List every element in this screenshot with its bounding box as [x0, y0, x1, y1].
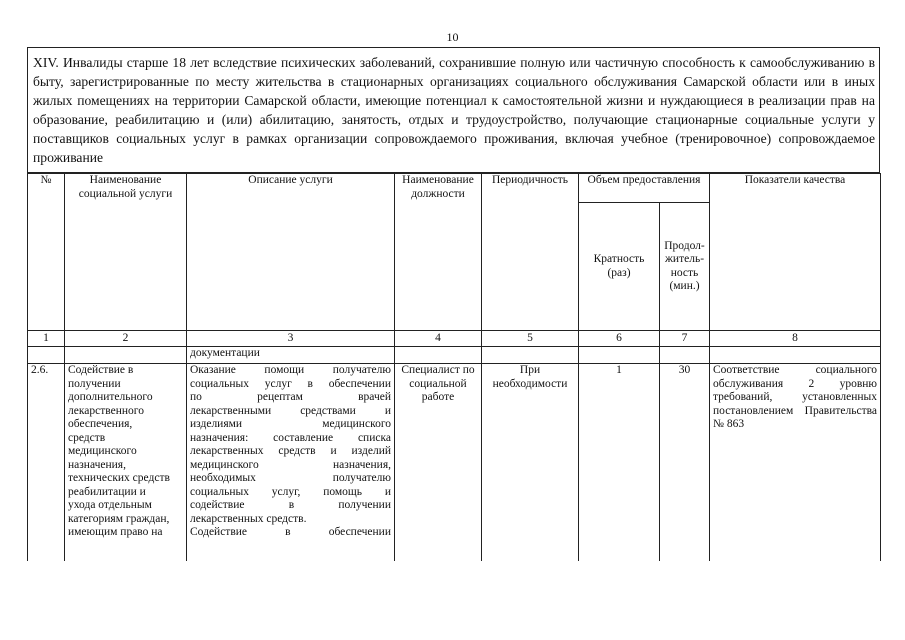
row-duration: 30 [660, 364, 710, 561]
header-position: Наименование должности [395, 174, 482, 331]
column-number: 7 [660, 331, 710, 347]
header-periodicity: Периодичность [482, 174, 579, 331]
column-number: 5 [482, 331, 579, 347]
column-number: 3 [187, 331, 395, 347]
column-number: 6 [579, 331, 660, 347]
continuation-text: документации [187, 347, 395, 364]
column-number: 1 [28, 331, 65, 347]
row-periodicity: При необходимости [482, 364, 579, 561]
header-volume: Объем предоставления [579, 174, 710, 203]
column-number: 2 [65, 331, 187, 347]
row-description: Оказание помощи получателю социальных услуг в обеспечении по рецептам врачей лекарственными средствами и изделиями медицинского назначения: составление списка лекарственных средств и изделий медицинского назначения, необходимых получателю социальных услуг, помощь и содействие в получении лекарственных средств. Содействие в обеспечении [187, 364, 395, 561]
row-num: 2.6. [28, 364, 65, 561]
header-frequency: Кратность (раз) [579, 203, 660, 331]
row-quality: Соответствие социального обслуживания 2 уровню требований, установленных постановлением Правительства № 863 [710, 364, 881, 561]
page-number: 10 [446, 30, 459, 44]
column-number: 4 [395, 331, 482, 347]
header-duration: Продол-житель-ность (мин.) [660, 203, 710, 331]
header-num: № [28, 174, 65, 331]
header-name: Наименование социальной услуги [65, 174, 187, 331]
section-intro: XIV. Инвалиды старше 18 лет вследствие психических заболеваний, сохранившие полную или частичную способность к самообслуживанию в быту, зарегистрированные по месту жительства в стационарных организациях социального обслуживания Самарской области или в иных жилых помещениях на территории Самарской области, имеющие потенциал к самостоятельной жизни и нуждающиеся в реализации прав на образование, реабилитацию и (или) абилитацию, занятость, отдых и трудоустройство, получающие стационарные социальные услуги у поставщиков социальных услуг в рамках организации сопровождаемого проживания, включая учебное (тренировочное) сопровождаемое проживание [27, 47, 880, 173]
column-number: 8 [710, 331, 881, 347]
header-description: Описание услуги [187, 174, 395, 331]
row-position: Специалист по социальной работе [395, 364, 482, 561]
row-name: Содействие в получении дополнительного лекарственного обеспечения, средств медицинского назначения, технических средств реабилитации и ухода отдельным категориям граждан, имеющим право на [65, 364, 187, 561]
row-frequency: 1 [579, 364, 660, 561]
header-quality: Показатели качества [710, 174, 881, 331]
services-table [27, 173, 881, 561]
